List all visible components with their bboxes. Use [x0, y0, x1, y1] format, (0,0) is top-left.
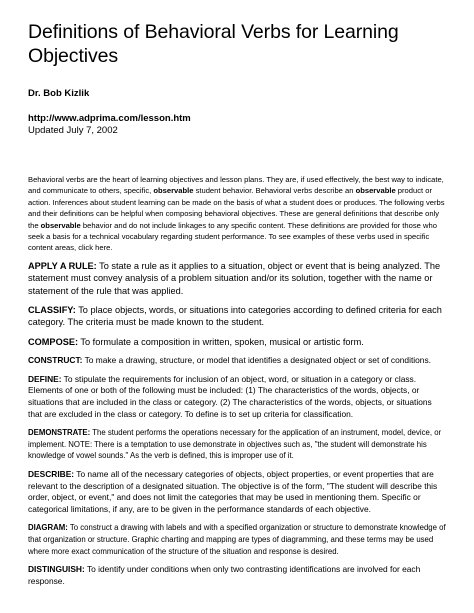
author-name: Dr. Bob Kizlik	[28, 88, 90, 99]
document-title: Definitions of Behavioral Verbs for Learning Objectives	[28, 21, 399, 67]
definition-demonstrate	[28, 427, 446, 462]
intro-text: student behavior. Behavioral verbs describe an	[193, 186, 356, 196]
definition-term: APPLY A RULE:	[28, 260, 97, 271]
definition-text: To name all of the necessary categories of objects, object properties, or event properties that are relevant to the description of a designated situation. The objective is of the form, "The student will describe this order, object, or event," and does not limit the categories that may be used in mentioning them. Specific or categorical limitations, if any, are to be given in the performance standards of each objective.	[28, 469, 438, 514]
intro-emphasis: observable	[40, 220, 81, 230]
definition-term: CONSTRUCT:	[28, 355, 83, 366]
intro-text: Behavioral verbs are the heart of learning objectives and lesson plans. They are, if used effectively, the best way to indicate, and communicate to others, specific,	[28, 175, 444, 196]
definition-term: DEFINE:	[28, 373, 62, 384]
intro-emphasis: observable	[355, 186, 396, 196]
definition-text: To place objects, words, or situations into categories according to defined criteria for each category. The criteria must be made known to the student.	[28, 305, 442, 328]
intro-text: product or action. Inferences about student learning can be made on the basis of what a student does or produces. The following verbs and their definitions can be helpful when composing behavioral objectives. These are general definitions that describe only the	[28, 186, 445, 230]
intro-paragraph	[28, 174, 446, 254]
intro-text: .	[110, 243, 113, 253]
definition-term: DIAGRAM:	[28, 523, 68, 533]
definition-distinguish	[28, 564, 446, 587]
definition-apply-a-rule	[28, 260, 446, 297]
definition-text: To state a rule as it applies to a situation, object or event that is being analyzed. The statement must convey analysis of a problem situation and/or its solution, together with the name or statement of the rule that was applied.	[28, 260, 441, 296]
definition-text: To stipulate the requirements for inclusion of an object, word, or situation in a category or class. Elements of one or both of the following must be included: (1) The characteristics of the words, objects, or situations that are included in the class or category. (2) The characteristics of the words, objects, or situations that are excluded in the class or category. To define is to set up criteria for classification.	[28, 373, 432, 419]
definition-term: CLASSIFY:	[28, 305, 76, 316]
definition-describe	[28, 469, 446, 515]
definition-construct	[28, 355, 446, 367]
updated-date: Updated July 7, 2002	[28, 125, 118, 136]
definition-compose	[28, 336, 446, 348]
definition-text: To formulate a composition in written, spoken, musical or artistic form.	[78, 336, 364, 347]
intro-text: behavior and do not include linkages to any specific content. These definitions are provided for those who seek a basis for a technical vocabulary regarding student performance. To see examples of these verbs used in specific content areas,	[28, 220, 437, 253]
definition-text: To construct a drawing with labels and with a specified organization or structure to demonstrate knowledge of that organization or structure. Graphic charting and mapping are types of diagramming, and these terms may be used where more exact communication of the structure of the situation and response is desired.	[28, 523, 446, 556]
definition-term: DEMONSTRATE:	[28, 428, 91, 438]
definition-define	[28, 374, 446, 420]
definition-text: The student performs the operations necessary for the application of an instrument, model, device, or implement. NOTE: There is a temptation to use demonstrate in objectives such as, "the student will demonstrate his knowledge of vowel sounds." As the verb is defined, this is improper use of it.	[28, 428, 442, 461]
definition-term: COMPOSE:	[28, 336, 79, 347]
definition-term: DESCRIBE:	[28, 469, 75, 480]
definition-diagram	[28, 522, 446, 557]
source-url[interactable]: http://www.adprima.com/lesson.htm	[28, 113, 191, 124]
definition-text: To identify under conditions when only two contrasting identifications are involved for each response.	[28, 564, 421, 586]
definition-text: To make a drawing, structure, or model that identifies a designated object or set of conditions.	[82, 355, 431, 366]
definition-term: DISTINGUISH:	[28, 564, 85, 575]
definition-classify	[28, 304, 446, 329]
examples-link[interactable]: click here	[78, 243, 111, 253]
intro-emphasis: observable	[153, 186, 194, 196]
